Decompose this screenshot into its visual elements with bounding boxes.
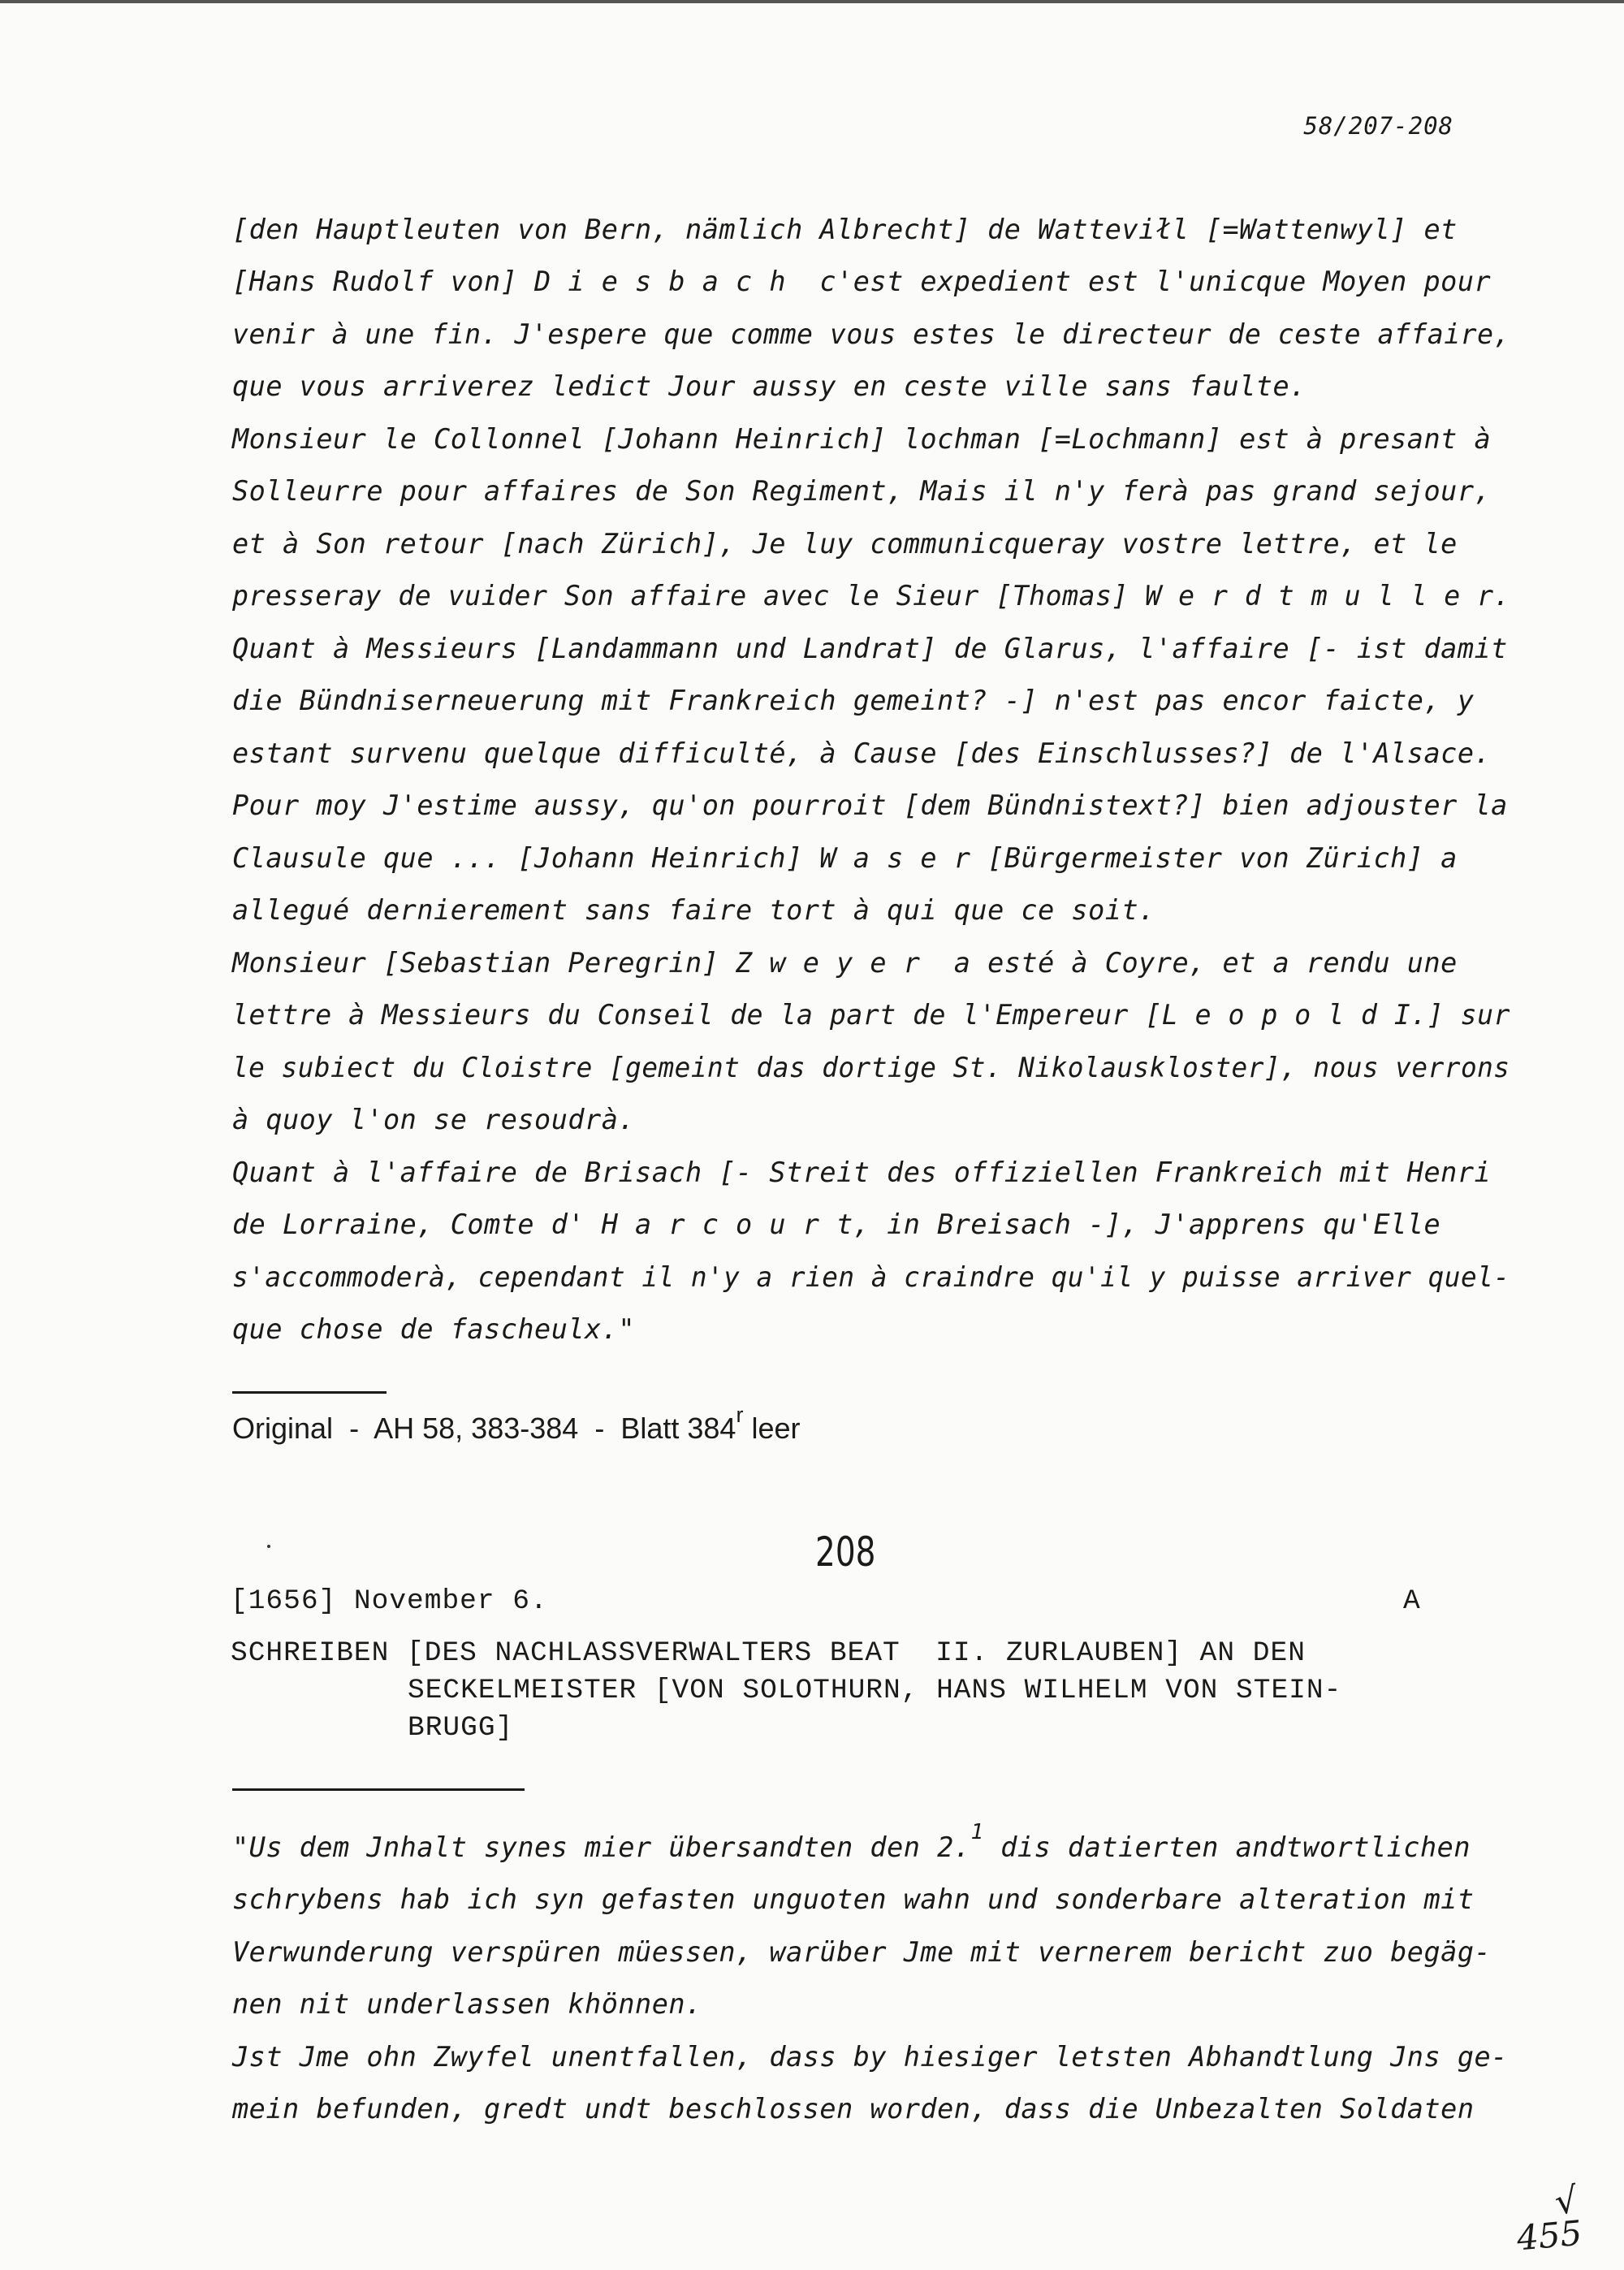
german-line <box>232 1820 1471 1863</box>
german-line: Verwunderung verspüren müessen, warüber Jme mit vernerem bericht zuo begäg- <box>232 1936 1492 1968</box>
letter-line: [Hans Rudolf von] D i e s b a c h c'est expedient est l'unicque Moyen pour <box>232 266 1492 297</box>
top-edge-line <box>0 0 1624 3</box>
page-reference: 58/207-208 <box>1303 112 1453 140</box>
handwritten-checkmark: √ <box>1552 2179 1581 2224</box>
letter-line: le subiect du Cloistre [gemeint das dortige St. Nikolauskloster], nous verrons <box>232 1052 1510 1083</box>
source-dash: - <box>349 1412 360 1445</box>
letter-line: que vous arriverez ledict Jour aussy en ceste ville sans faulte. <box>232 370 1307 402</box>
heading-divider <box>232 1788 525 1791</box>
heading-line: SECKELMEISTER [VON SOLOTHURN, HANS WILHELM VON STEIN- <box>408 1675 1342 1706</box>
german-line-end: dis datierten andtwortlichen <box>983 1831 1471 1863</box>
german-line-start: "Us dem Jnhalt synes mier übersandten den 2. <box>232 1831 971 1863</box>
letter-line: lettre à Messieurs du Conseil de la part de l'Empereur [L e o p o l d I.] sur <box>232 999 1510 1031</box>
source-dash: - <box>594 1412 605 1445</box>
german-line: schrybens hab ich syn gefasten unguoten wahn und sonderbare alteration mit <box>232 1883 1475 1915</box>
source-blatt: Blatt 384 <box>620 1412 736 1445</box>
source-reference: AH 58, 383-384 <box>374 1412 579 1445</box>
letter-line: Solleurre pour affaires de Son Regiment, Mais il n'y ferà pas grand sejour, <box>232 475 1492 507</box>
german-line: Jst Jme ohn Zwyfel unentfallen, dass by hiesiger letsten Abhandtlung Jns ge- <box>232 2041 1508 2073</box>
letter-line: allegué dernierement sans faire tort à qui que ce soit. <box>232 894 1155 926</box>
letter-line: [den Hauptleuten von Bern, nämlich Albrecht] de Watteviłl [=Wattenwyl] et <box>232 214 1458 245</box>
letter-line: et à Son retour [nach Zürich], Je luy communicqueray vostre lettre, et le <box>232 528 1458 560</box>
category-letter: A <box>1403 1585 1421 1617</box>
letter-line: die Bündniserneuerung mit Frankreich gemeint? -] n'est pas encor faicte, y <box>232 685 1475 716</box>
source-leer: leer <box>751 1412 801 1445</box>
letter-line: estant survenu quelque difficulté, à Cause [des Einschlusses?] de l'Alsace. <box>232 737 1492 769</box>
source-divider <box>232 1391 387 1394</box>
letter-line: Clausule que ... [Johann Heinrich] W a s e r [Bürgermeister von Zürich] a <box>232 842 1458 874</box>
date-line: [1656] November 6. <box>231 1585 548 1617</box>
source-note <box>232 1403 801 1446</box>
letter-line: presseray de vuider Son affaire avec le Sieur [Thomas] W e r d t m u l l e r. <box>232 580 1510 612</box>
letter-line: Quant à l'affaire de Brisach [- Streit des offiziellen Frankreich mit Henri <box>232 1157 1492 1188</box>
source-label: Original <box>232 1412 334 1445</box>
heading-line: SCHREIBEN [DES NACHLASSVERWALTERS BEAT II. ZURLAUBEN] AN DEN <box>231 1637 1306 1669</box>
letter-line: Quant à Messieurs [Landammann und Landrat] de Glarus, l'affaire [- ist damit <box>232 633 1508 664</box>
letter-line: s'accommoderà, cependant il n'y a rien à craindre qu'il y puisse arriver quel- <box>232 1261 1510 1293</box>
handwritten-page-number: 455 <box>1515 2212 1584 2259</box>
german-line: nen nit underlassen khönnen. <box>232 1988 702 2020</box>
ink-speck <box>267 1545 270 1548</box>
document-number: 208 <box>815 1528 876 1576</box>
letter-line: à quoy l'on se resoudrà. <box>232 1104 636 1135</box>
letter-line: de Lorraine, Comte d' H a r c o u r t, in Breisach -], J'apprens qu'Elle <box>232 1209 1441 1240</box>
letter-line: Monsieur [Sebastian Peregrin] Z w e y e r a esté à Coyre, et a rendu une <box>232 947 1458 979</box>
heading-line: BRUGG] <box>408 1712 514 1744</box>
letter-line: venir à une fin. J'espere que comme vous estes le directeur de ceste affaire, <box>232 318 1510 350</box>
letter-line: que chose de fascheulx." <box>232 1313 636 1345</box>
source-superscript: r <box>736 1403 744 1427</box>
footnote-marker: 1 <box>970 1820 984 1844</box>
letter-line: Monsieur le Collonnel [Johann Heinrich] lochman [=Lochmann] est à presant à <box>232 423 1492 455</box>
german-line: mein befunden, gredt undt beschlossen worden, dass die Unbezalten Soldaten <box>232 2093 1475 2125</box>
letter-line: Pour moy J'estime aussy, qu'on pourroit [dem Bündnistext?] bien adjouster la <box>232 789 1508 821</box>
